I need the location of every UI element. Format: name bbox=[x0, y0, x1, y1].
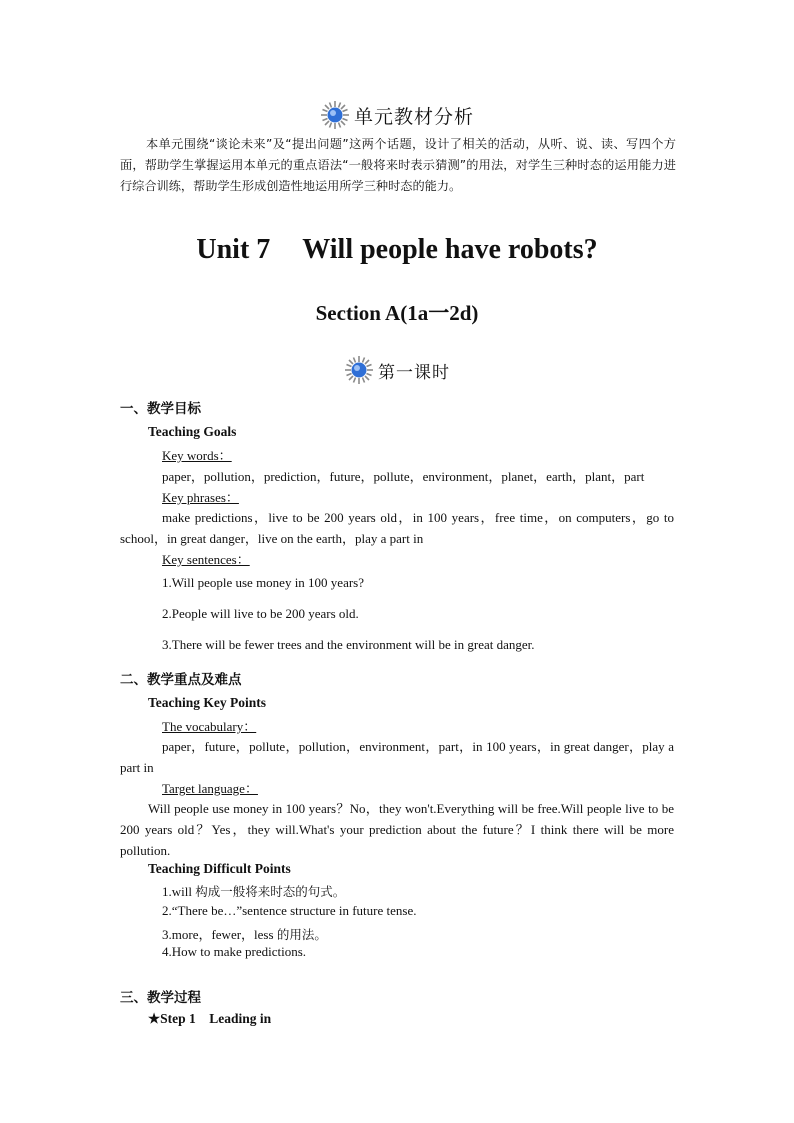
difficult-points-title: Teaching Difficult Points bbox=[148, 861, 291, 876]
difficult-point-4: 4.How to make predictions. bbox=[162, 944, 307, 959]
lesson-heading bbox=[0, 355, 794, 385]
unit-analysis-text bbox=[120, 134, 676, 197]
part2-heading: 二、教学重点及难点 bbox=[120, 672, 242, 688]
step1-heading: ★Step 1 Leading in bbox=[148, 1011, 272, 1026]
key-words-list: paper，pollution，prediction，future，pollute，environment，planet，earth，plant，part bbox=[162, 469, 645, 484]
section-title: Section A(1a一2d) bbox=[315, 301, 479, 325]
key-phrases-block bbox=[120, 507, 674, 549]
difficult-point-1 bbox=[162, 882, 345, 900]
part3-heading: 三、教学过程 bbox=[120, 990, 201, 1006]
unit-name: Will people have robots? bbox=[302, 234, 598, 265]
unit-title bbox=[0, 234, 794, 266]
unit-analysis-heading bbox=[0, 100, 794, 130]
unit-number: Unit 7 bbox=[196, 234, 271, 265]
difficult-point-3-cn: 的用法。 bbox=[276, 927, 327, 942]
target-language-text: Will people use money in 100 years？No，they won't.Everything will be free.Will people live to be 200 years old？Yes，they will.What's your prediction about the future？I think there will be more pollution. bbox=[120, 801, 674, 858]
target-language-label: Target language： bbox=[162, 781, 258, 796]
key-phrases-label: Key phrases： bbox=[162, 490, 239, 505]
difficult-point-3-prefix: 3.more，fewer，less bbox=[162, 927, 277, 942]
difficult-point-1-cn: 构成一般将来时态的句式。 bbox=[195, 884, 346, 899]
difficult-point-1-prefix: 1.will bbox=[162, 884, 196, 899]
key-words-label: Key words： bbox=[162, 448, 232, 463]
vocabulary-block bbox=[120, 736, 674, 778]
lesson-title: 第一课时 bbox=[378, 362, 450, 383]
target-language-block bbox=[120, 798, 674, 861]
teaching-goals-title: Teaching Goals bbox=[148, 424, 237, 439]
key-sentence-1: 1.Will people use money in 100 years? bbox=[162, 575, 365, 590]
intro-paragraph: 本单元围绕“谈论未来”及“提出问题”这两个话题，设计了相关的活动，从听、说、读、写四个方面，帮助学生掌握运用本单元的重点语法“一般将来时表示猜测”的用法，对学生三种时态的运用能力进行综合训练，帮助学生形成创造性地运用所学三种时态的能力。 bbox=[120, 137, 676, 193]
vocabulary-label: The vocabulary： bbox=[162, 719, 257, 734]
difficult-point-2: 2.“There be…”sentence structure in future tense. bbox=[162, 903, 417, 918]
key-sentence-2: 2.People will live to be 200 years old. bbox=[162, 606, 359, 621]
key-points-title: Teaching Key Points bbox=[148, 695, 267, 710]
part1-heading: 一、教学目标 bbox=[120, 401, 201, 417]
key-sentences-label: Key sentences： bbox=[162, 552, 250, 567]
difficult-point-3 bbox=[162, 924, 327, 943]
vocabulary-list: paper，future，pollute，pollution，environment，part，in 100 years，in great danger，play a part in bbox=[120, 739, 674, 775]
unit-analysis-title: 单元教材分析 bbox=[353, 105, 474, 128]
key-phrases-list: make predictions，live to be 200 years old，in 100 years，free time，on computers，go to school，in great danger，live on the earth，play a part in bbox=[120, 510, 674, 546]
gear-emblem-icon bbox=[320, 100, 350, 130]
gear-emblem-icon bbox=[344, 355, 374, 385]
key-sentence-3: 3.There will be fewer trees and the environment will be in great danger. bbox=[162, 637, 535, 652]
